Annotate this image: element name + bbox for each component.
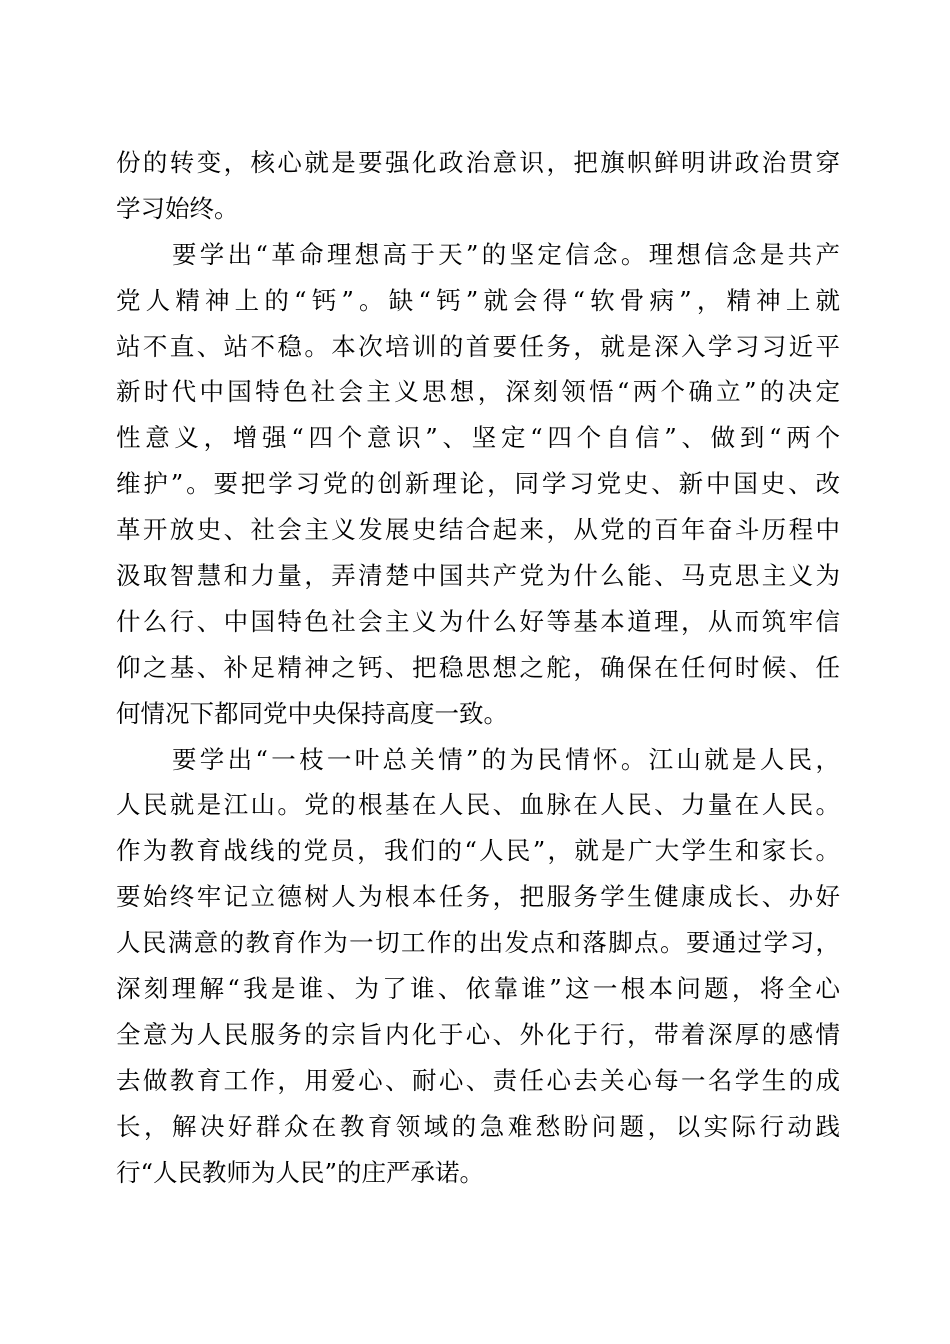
- text-line: 汲取智慧和力量，弄清楚中国共产党为什么能、马克思主义为: [116, 561, 840, 591]
- text-line: 要始终牢记立德树人为根本任务，把服务学生健康成长、办好: [116, 882, 840, 912]
- text-line: 新时代中国特色社会主义思想，深刻领悟“两个确立”的决定: [116, 377, 840, 407]
- text-line: 长，解决好群众在教育领域的急难愁盼问题，以实际行动践: [116, 1111, 840, 1141]
- text-line: 何情况下都同党中央保持高度一致。: [116, 698, 508, 728]
- text-line: 行“人民教师为人民”的庄严承诺。: [116, 1157, 485, 1187]
- text-line: 什么行、中国特色社会主义为什么好等基本道理，从而筑牢信: [116, 606, 840, 636]
- text-line: 党人精神上的“钙”。缺“钙”就会得“软骨病”，精神上就: [116, 285, 840, 315]
- text-line: 革开放史、社会主义发展史结合起来，从党的百年奋斗历程中: [116, 515, 840, 545]
- text-line: 仰之基、补足精神之钙、把稳思想之舵，确保在任何时候、任: [116, 652, 840, 682]
- text-line: 学习始终。: [116, 193, 239, 223]
- paragraph-first-line: 要学出“一枝一叶总关情”的为民情怀。江山就是人民，: [172, 744, 840, 774]
- document-body: [116, 140, 840, 1195]
- text-line: 人民就是江山。党的根基在人民、血脉在人民、力量在人民。: [116, 790, 840, 820]
- text-line: 全意为人民服务的宗旨内化于心、外化于行，带着深厚的感情: [116, 1019, 840, 1049]
- text-line: 深刻理解“我是谁、为了谁、依靠谁”这一根本问题，将全心: [116, 974, 840, 1004]
- text-line: 人民满意的教育作为一切工作的出发点和落脚点。要通过学习，: [116, 928, 840, 958]
- text-line: 去做教育工作，用爱心、耐心、责任心去关心每一名学生的成: [116, 1065, 840, 1095]
- text-line: 维护”。要把学习党的创新理论，同学习党史、新中国史、改: [116, 469, 840, 499]
- text-line: 份的转变，核心就是要强化政治意识，把旗帜鲜明讲政治贯穿: [116, 148, 840, 177]
- text-line: 作为教育战线的党员，我们的“人民”，就是广大学生和家长。: [116, 836, 840, 866]
- paragraph-first-line: 要学出“革命理想高于天”的坚定信念。理想信念是共产: [172, 239, 840, 269]
- text-line: 站不直、站不稳。本次培训的首要任务，就是深入学习习近平: [116, 331, 840, 361]
- text-line: 性意义，增强“四个意识”、坚定“四个自信”、做到“两个: [116, 423, 840, 453]
